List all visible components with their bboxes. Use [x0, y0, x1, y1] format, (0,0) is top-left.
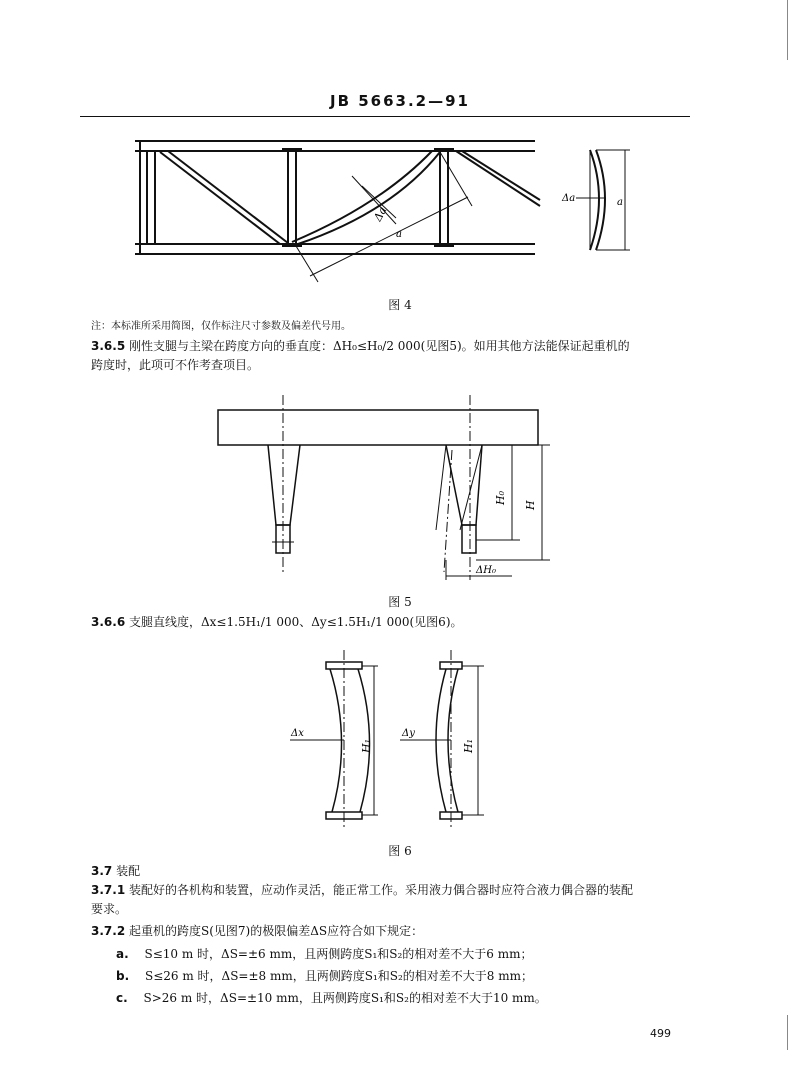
figure-4-caption: 图 4: [388, 298, 412, 312]
section-text: 刚性支腿与主梁在跨度方向的垂直度：ΔH₀≤H₀/2 000(见图5)。如用其他方法能保证起重机的: [129, 339, 630, 353]
section-text: 支腿直线度，Δx≤1.5H₁/1 000、Δy≤1.5H₁/1 000(见图6)。: [129, 615, 463, 629]
scan-edge-line: [787, 0, 788, 60]
fig4-label-delta-a: Δa: [371, 204, 390, 224]
section-text: 起重机的跨度S(见图7)的极限偏差ΔS应符合如下规定：: [129, 924, 424, 938]
list-item: [116, 968, 533, 985]
document-header: JB 5663.2—91: [330, 92, 470, 110]
fig4-label-a: a: [396, 229, 402, 240]
section-3-6-5-continued: 跨度时，此项可不作考查项目。: [91, 358, 260, 372]
section-title: 装配: [116, 864, 141, 878]
fig5-label-H0: H₀: [494, 490, 507, 505]
list-text: S≤10 m 时，ΔS=±6 mm，且两侧跨度S₁和S₂的相对差不大于6 mm；: [144, 947, 533, 961]
list-item: [116, 990, 547, 1007]
fig5-label-H: H: [524, 500, 537, 510]
section-3-7-heading: [91, 863, 140, 880]
fig5-label-delta-H0: ΔH₀: [476, 565, 496, 576]
list-marker: a.: [116, 947, 129, 961]
section-number: 3.7.2: [91, 924, 126, 938]
section-3-7-1-continued: 要求。: [91, 902, 128, 916]
list-marker: c.: [116, 991, 128, 1005]
section-number: 3.6.5: [91, 339, 126, 353]
list-text: S>26 m 时，ΔS=±10 mm，且两侧跨度S₁和S₂的相对差不大于10 mm。: [143, 991, 547, 1005]
list-marker: b.: [116, 969, 130, 983]
section-text: 装配好的各机构和装置，应动作灵活，能正常工作。采用液力偶合器时应符合液力偶合器的装配: [129, 883, 634, 897]
section-number: 3.6.6: [91, 615, 126, 629]
page-number: 499: [650, 1027, 671, 1040]
list-item: [116, 946, 533, 963]
figure-note: 注：本标准所采用简图，仅作标注尺寸参数及偏差代号用。: [91, 321, 351, 332]
fig4-side-label-a: a: [617, 197, 623, 208]
section-number: 3.7: [91, 864, 113, 878]
fig4-side-label-delta-a: Δa: [562, 193, 576, 204]
fig6-label-H1-left: H₁: [360, 738, 373, 753]
scan-edge-line: [787, 1015, 788, 1050]
section-3-7-1: [91, 882, 701, 899]
section-number: 3.7.1: [91, 883, 126, 897]
list-text: S≤26 m 时，ΔS=±8 mm，且两侧跨度S₁和S₂的相对差不大于8 mm；: [144, 969, 534, 983]
fig6-label-delta-x: Δx: [291, 728, 304, 739]
figure-5-caption: 图 5: [388, 595, 412, 609]
section-3-7-2: [91, 923, 423, 940]
figure-6-caption: 图 6: [388, 844, 412, 858]
fig6-label-H1-right: H₁: [462, 738, 475, 753]
fig6-label-delta-y: Δy: [402, 728, 415, 739]
